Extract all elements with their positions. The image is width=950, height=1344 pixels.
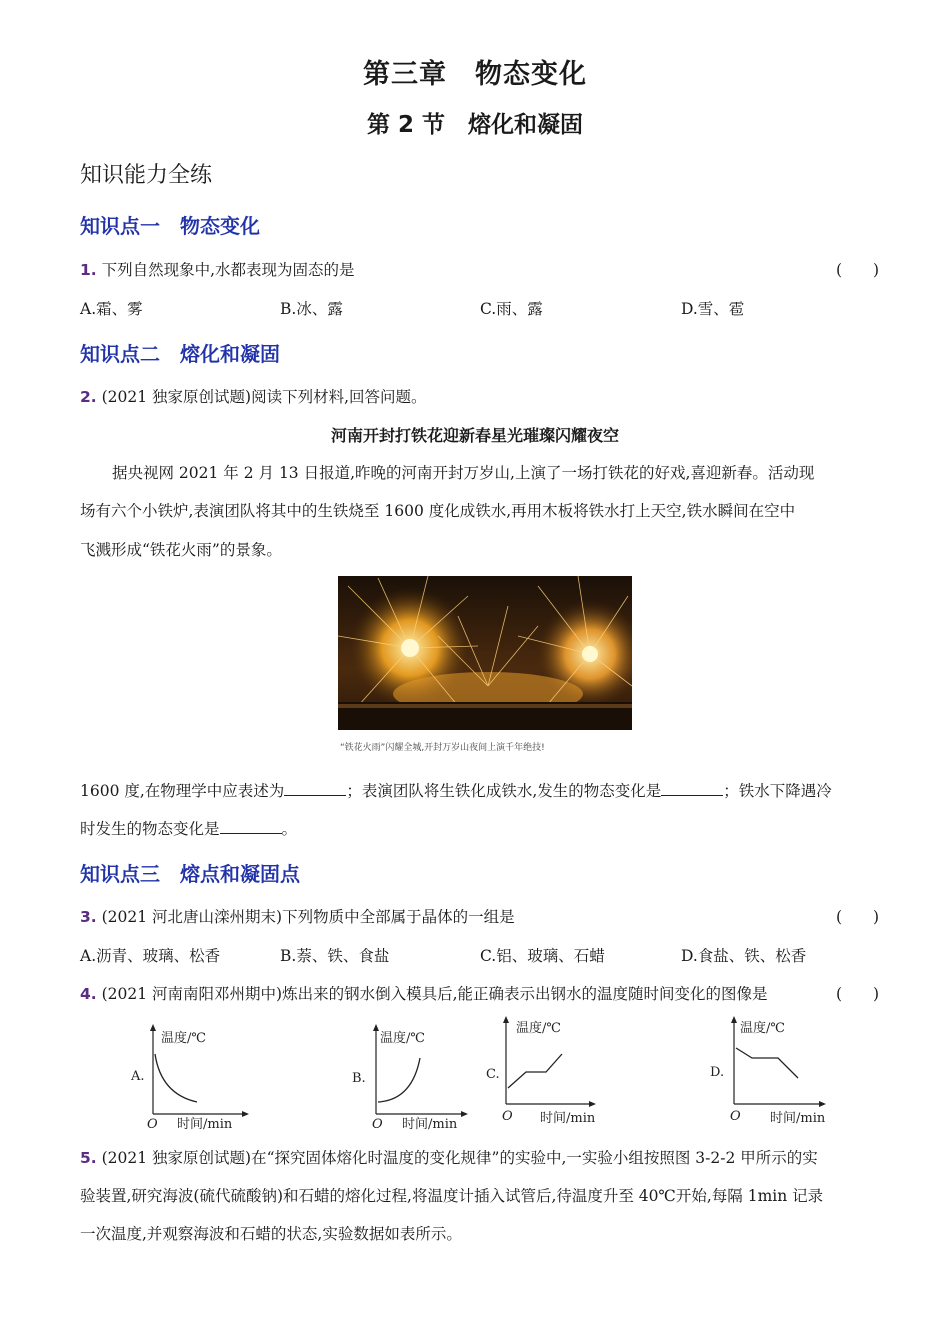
graph-d-x-arrow (819, 1101, 826, 1107)
graph-b-xlabel: 时间/min (402, 1117, 458, 1132)
graph-a-xlabel: 时间/min (177, 1117, 233, 1132)
answer-blank-2[interactable] (661, 781, 723, 796)
article-paragraph-line-2: 场有六个小铁炉,表演团队将其中的生铁烧至 1600 度化成铁水,再用木板将铁水打上天空,铁水瞬间在空中 (80, 502, 796, 520)
graph-c-y-arrow (503, 1016, 509, 1023)
fill-text-a: 1600 度,在物理学中应表述为 (80, 782, 285, 800)
question-5 (80, 1146, 818, 1168)
graph-d-ylabel: 温度/℃ (740, 1021, 785, 1036)
knowledge-point-1-heading: 知识点一 物态变化 (80, 214, 260, 238)
graph-d-curve (736, 1048, 798, 1078)
graph-b-curve (378, 1058, 420, 1102)
question-1-text: 下列自然现象中,水都表现为固态的是 (101, 261, 355, 279)
fill-text-b: ；表演团队将生铁化成铁水,发生的物态变化是 (346, 782, 662, 800)
graph-c-ylabel: 温度/℃ (516, 1021, 561, 1036)
knowledge-point-3-heading: 知识点三 熔点和凝固点 (80, 862, 300, 886)
q1-option-b: B.冰、露 (280, 300, 343, 318)
question-5-number: 5. (80, 1149, 97, 1167)
graph-d-xlabel: 时间/min (770, 1111, 826, 1126)
graph-c-origin: O (502, 1109, 513, 1124)
graph-a-ylabel: 温度/℃ (161, 1031, 206, 1046)
q1-option-a: A.霜、雾 (80, 300, 143, 318)
iron-flower-photo (338, 576, 632, 730)
graph-b-ylabel: 温度/℃ (380, 1031, 425, 1046)
fill-in-line-1 (80, 779, 890, 801)
part-heading: 知识能力全练 (80, 163, 213, 188)
fill-text-d: 时发生的物态变化是 (80, 820, 220, 838)
question-5-line-3: 一次温度,并观察海波和石蜡的状态,实验数据如表所示。 (80, 1225, 462, 1243)
fill-text-c: ；铁水下降遇冷 (723, 782, 832, 800)
knowledge-point-2-heading: 知识点二 熔化和凝固 (80, 342, 280, 366)
graph-b-origin: O (372, 1117, 383, 1132)
q1-option-d: D.雪、雹 (681, 300, 745, 318)
graph-c-xlabel: 时间/min (540, 1111, 596, 1126)
q3-option-d: D.食盐、铁、松香 (681, 947, 807, 965)
question-4 (80, 982, 768, 1004)
graph-b-x-arrow (461, 1111, 468, 1117)
graph-a-y-arrow (150, 1024, 156, 1031)
graph-d-label: D. (710, 1065, 725, 1080)
section-title: 第 2 节 熔化和凝固 (366, 112, 584, 138)
question-1-number: 1. (80, 261, 97, 279)
graph-c (482, 1016, 652, 1132)
graph-d (708, 1016, 878, 1132)
answer-blank-3[interactable] (220, 819, 282, 834)
graph-d-origin: O (730, 1109, 741, 1124)
graph-b-label: B. (352, 1071, 366, 1086)
question-2-text: (2021 独家原创试题)阅读下列材料,回答问题。 (101, 388, 427, 406)
question-1 (80, 258, 355, 280)
graph-c-label: C. (486, 1067, 500, 1082)
graph-a-label: A. (131, 1069, 145, 1084)
answer-paren-1: ( ) (836, 261, 880, 279)
iron-flower-illustration (338, 576, 632, 730)
q3-option-c: C.铝、玻璃、石蜡 (480, 947, 605, 965)
fill-text-e: 。 (281, 820, 298, 838)
q3-option-b: B.萘、铁、食盐 (280, 947, 390, 965)
article-paragraph-line-1: 据央视网 2021 年 2 月 13 日报道,昨晚的河南开封万岁山,上演了一场打铁花的好戏,喜迎新春。活动现 (112, 464, 815, 482)
question-5-line-2: 验装置,研究海波(硫代硫酸钠)和石蜡的熔化过程,将温度计插入试管后,待温度升至 40℃开始,每隔 1min 记录 (80, 1187, 824, 1205)
q1-option-c: C.雨、露 (480, 300, 543, 318)
article-title: 河南开封打铁花迎新春星光璀璨闪耀夜空 (330, 426, 619, 445)
question-2-number: 2. (80, 388, 97, 406)
answer-paren-4: ( ) (836, 985, 880, 1003)
question-2 (80, 385, 427, 407)
graph-a-origin: O (147, 1117, 158, 1132)
question-3-text: (2021 河北唐山滦州期末)下列物质中全部属于晶体的一组是 (101, 908, 515, 926)
graph-b-y-arrow (373, 1024, 379, 1031)
graph-a (125, 1016, 295, 1132)
article-paragraph-line-3: 飞溅形成“铁花火雨”的景象。 (80, 541, 282, 559)
chapter-title: 第三章 物态变化 (363, 59, 587, 90)
photo-caption: “铁花火雨”闪耀全城,开封万岁山夜间上演千年绝技! (340, 743, 545, 753)
q3-option-a: A.沥青、玻璃、松香 (80, 947, 221, 965)
question-4-text: (2021 河南南阳邓州期中)炼出来的钢水倒入模具后,能正确表示出钢水的温度随时间变化的图像是 (101, 985, 768, 1003)
fill-in-line-2 (80, 817, 890, 839)
graph-a-x-arrow (242, 1111, 249, 1117)
graph-a-curve (155, 1054, 197, 1102)
answer-paren-3: ( ) (836, 908, 880, 926)
question-3 (80, 905, 515, 927)
graph-d-y-arrow (731, 1016, 737, 1023)
graph-c-x-arrow (589, 1101, 596, 1107)
question-3-number: 3. (80, 908, 97, 926)
answer-blank-1[interactable] (284, 781, 346, 796)
question-5-line-1: (2021 独家原创试题)在“探究固体熔化时温度的变化规律”的实验中,一实验小组按照图 3-2-2 甲所示的实 (101, 1149, 818, 1167)
question-4-number: 4. (80, 985, 97, 1003)
graph-c-curve (508, 1054, 562, 1088)
